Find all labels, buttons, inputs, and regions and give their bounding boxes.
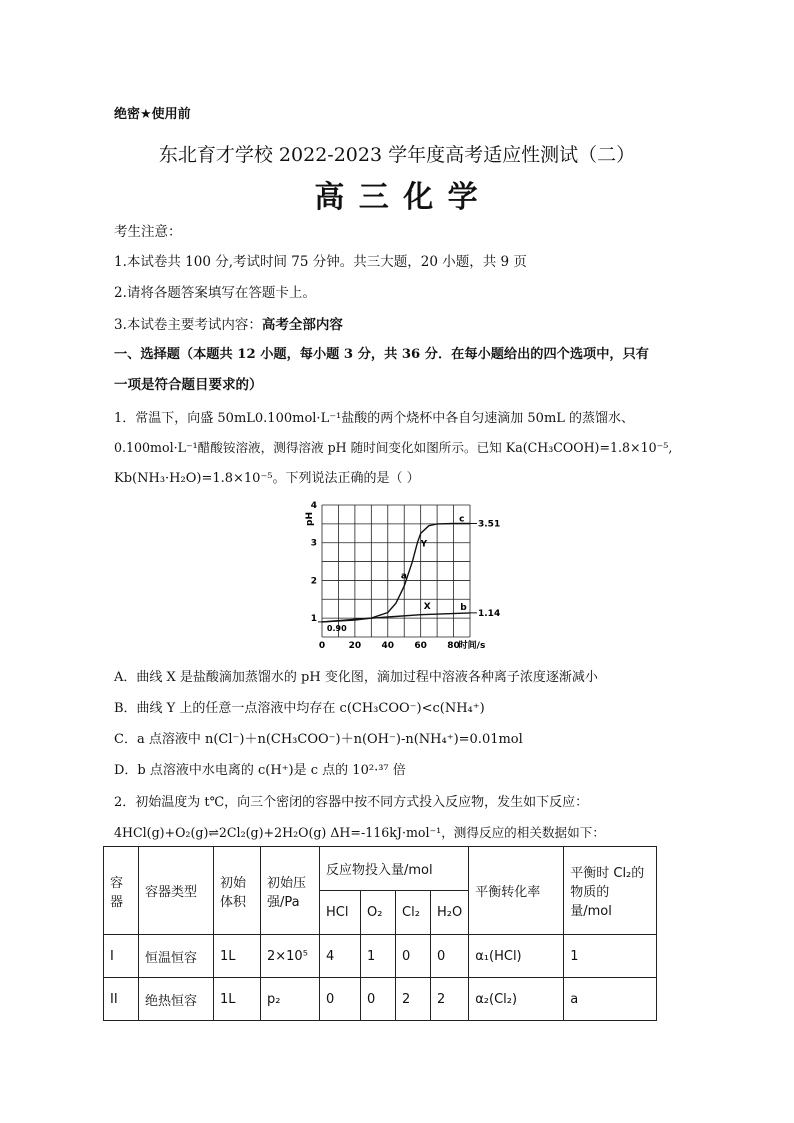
q1-option-a: A．曲线 X 是盐酸滴加蒸馏水的 pH 变化图，滴加过程中溶液各种离子浓度逐渐减小 xyxy=(114,670,598,685)
annotation-1-14: 1.14 xyxy=(478,608,501,619)
x-tick-label: 80 xyxy=(447,641,460,651)
cell: α₁(HCl) xyxy=(469,935,564,978)
cell: 恒温恒容 xyxy=(139,935,214,978)
x-tick-label: 40 xyxy=(381,641,395,651)
cell: a xyxy=(564,978,657,1021)
curve-y-label: Y xyxy=(420,539,428,550)
y-tick-label: 3 xyxy=(310,538,317,549)
subject-title: 高 三 化 学 xyxy=(314,180,480,215)
section1-line2: 一项是符合题目要求的） xyxy=(114,377,263,393)
point-c-label: c xyxy=(459,514,465,525)
cell: 2 xyxy=(396,978,431,1021)
q1-line3: Kb(NH₃·H₂O)=1.8×10⁻⁵。下列说法正确的是（ ） xyxy=(114,471,420,486)
cell: p₂ xyxy=(261,978,320,1021)
cell: 2×10⁵ xyxy=(261,935,320,978)
q1-line1: 1．常温下，向盛 50mL0.100mol·L⁻¹盐酸的两个烧杯中各自匀速滴加 50mL 的蒸馏水、 xyxy=(114,411,635,426)
cell: α₂(Cl₂) xyxy=(469,978,564,1021)
x-tick-label: 60 xyxy=(414,641,427,651)
table-row xyxy=(104,978,657,1021)
note-3: 3.本试卷主要考试内容：高考全部内容 xyxy=(114,317,343,333)
q1-option-c: C．a 点溶液中 n(Cl⁻)＋n(CH₃COO⁻)＋n(OH⁻)-n(NH₄⁺)=0.01mol xyxy=(114,732,523,747)
q2-line1: 2．初始温度为 t℃，向三个密闭的容器中按不同方式投入反应物，发生如下反应： xyxy=(114,795,589,810)
cell: 1L xyxy=(214,935,261,978)
secret-label: 绝密★使用前 xyxy=(114,107,191,122)
q2-data-table xyxy=(103,846,657,1021)
q2-line2: 4HCl(g)+O₂(g)⇌2Cl₂(g)+2H₂O(g) ΔH=-116kJ·mol⁻¹，测得反应的相关数据如下： xyxy=(114,825,605,840)
curve-x-label: X xyxy=(423,601,431,612)
th-o2: O₂ xyxy=(361,891,396,935)
th-volume: 初始体积 xyxy=(214,847,261,935)
th-cl2: Cl₂ xyxy=(396,891,431,935)
th-type: 容器类型 xyxy=(139,847,214,935)
point-a-label: a xyxy=(400,571,408,582)
section1-line1: 一、选择题（本题共 12 小题，每小题 3 分，共 36 分．在每小题给出的四个选项中，只有 xyxy=(114,347,649,362)
cell: 1L xyxy=(214,978,261,1021)
series-y-line xyxy=(322,524,470,622)
cell: I xyxy=(104,935,139,978)
cell: II xyxy=(104,978,139,1021)
note-1: 1.本试卷共 100 分,考试时间 75 分钟。共三大题，20 小题，共 9 页 xyxy=(114,254,527,270)
q1-option-d: D．b 点溶液中水电离的 c(H⁺)是 c 点的 10²·³⁷ 倍 xyxy=(114,763,406,778)
cell: 1 xyxy=(564,935,657,978)
cell: 0 xyxy=(361,978,396,1021)
th-amount: 反应物投入量/mol xyxy=(320,847,469,891)
y-tick-label: 4 xyxy=(310,501,317,511)
x-axis-label: 时间/s xyxy=(458,641,486,651)
cell: 0 xyxy=(396,935,431,978)
th-container: 容器 xyxy=(104,847,139,935)
cell: 0 xyxy=(431,935,469,978)
ph-time-chart xyxy=(305,497,508,652)
y-tick-label: 1 xyxy=(310,614,317,625)
th-h2o: H₂O xyxy=(431,891,469,935)
note-2: 2.请将各题答案填写在答题卡上。 xyxy=(114,285,316,301)
cell: 0 xyxy=(320,978,361,1021)
cell: 4 xyxy=(320,935,361,978)
q1-option-b: B．曲线 Y 上的任意一点溶液中均存在 c(CH₃COO⁻)<c(NH₄⁺) xyxy=(114,701,485,716)
th-conversion: 平衡转化率 xyxy=(469,847,564,935)
q1-line2: 0.100mol·L⁻¹醋酸铵溶液，测得溶液 pH 随时间变化如图所示。已知 Ka(CH₃COOH)=1.8×10⁻⁵, xyxy=(114,440,673,455)
cell: 2 xyxy=(431,978,469,1021)
y-tick-label: 2 xyxy=(310,576,317,587)
x-tick-label: 0 xyxy=(318,641,326,651)
notes-heading: 考生注意： xyxy=(114,224,182,240)
x-tick-label: 20 xyxy=(348,641,362,651)
annotation-3-51: 3.51 xyxy=(478,519,501,530)
exam-title: 东北育才学校 2022-2023 学年度高考适应性测试（二） xyxy=(158,144,636,166)
point-b-label: b xyxy=(460,602,467,613)
th-pressure: 初始压强/Pa xyxy=(261,847,320,935)
th-cl2-mol: 平衡时 Cl₂的物质的量/mol xyxy=(564,847,657,935)
y-axis-label: pH xyxy=(305,512,315,526)
annotation-0-90: 0.90 xyxy=(326,623,347,633)
cell: 1 xyxy=(361,935,396,978)
th-hcl: HCl xyxy=(320,891,361,935)
table-row xyxy=(104,935,657,978)
cell: 绝热恒容 xyxy=(139,978,214,1021)
